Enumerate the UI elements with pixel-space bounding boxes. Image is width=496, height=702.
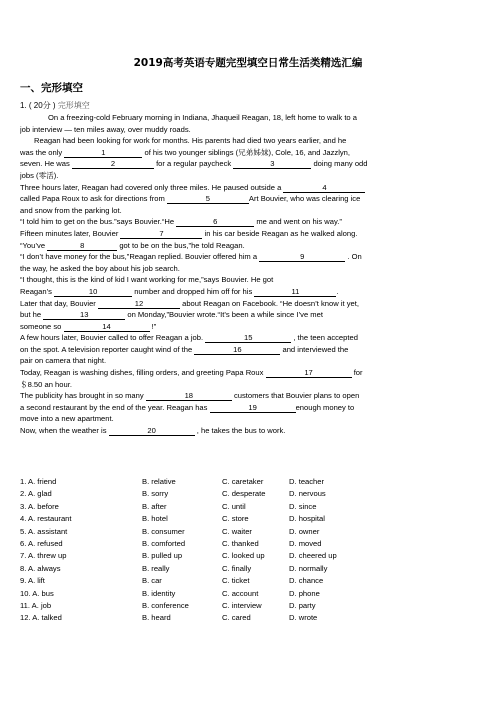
option-a[interactable]: 4. A. restaurant (20, 514, 72, 524)
passage-line: Reagan had been looking for work for months. His parents had died two years earlier, and he (34, 136, 347, 146)
question-score: ( 20分 ) (28, 101, 56, 110)
option-c[interactable]: C. waiter (222, 526, 252, 536)
option-row (20, 551, 480, 563)
option-row (20, 601, 480, 613)
blank-6[interactable]: 6 (176, 217, 254, 227)
option-c[interactable]: C. account (222, 588, 259, 598)
option-b[interactable]: B. comforted (142, 538, 186, 548)
passage-line: “You’ve 8 got to be on the bus,”he told Reagan. (20, 240, 245, 250)
blank-8[interactable]: 8 (47, 241, 117, 251)
blank-9[interactable]: 9 (259, 252, 345, 262)
blank-7[interactable]: 7 (120, 229, 202, 239)
option-d[interactable]: D. teacher (289, 477, 325, 486)
option-b[interactable]: B. identity (142, 588, 176, 598)
passage-line: Fifteen minutes later, Bouvier 7 in his car beside Reagan as he walked along. (20, 228, 358, 238)
option-d[interactable]: D. phone (289, 588, 320, 598)
question-type: 完形填空 (57, 101, 90, 110)
blank-1[interactable]: 1 (64, 148, 142, 158)
passage-line: a second restaurant by the end of the year. Reagan has 19 enough money to (20, 402, 355, 412)
passage-line: called Papa Roux to ask for directions from 5 Art Bouvier, who was clearing ice (20, 194, 361, 204)
option-c[interactable]: C. finally (222, 563, 252, 573)
blank-17[interactable]: 17 (266, 368, 352, 378)
option-d[interactable]: D. normally (289, 563, 328, 573)
option-b[interactable]: B. car (142, 576, 162, 586)
passage-line: “I told him to get on the bus.”says Bouvier.“He 6 me and went on his way.” (20, 217, 342, 227)
passage-line: someone so 14 !” (20, 321, 157, 331)
option-d[interactable]: D. moved (289, 538, 322, 548)
option-a[interactable]: 2. A. glad (20, 489, 52, 499)
passage-line: job interview — ten miles away, over muddy roads. (20, 124, 191, 134)
option-c[interactable]: C. looked up (222, 551, 265, 561)
option-row (20, 477, 480, 489)
passage-line: The publicity has brought in so many 18 customers that Bouvier plans to open (20, 391, 360, 401)
option-d[interactable]: D. party (289, 600, 316, 610)
option-a[interactable]: 6. A. refused (20, 538, 63, 548)
option-a[interactable]: 12. A. talked (20, 613, 62, 623)
section-heading: 一、完形填空 (20, 82, 83, 94)
question-number: 1. (20, 101, 27, 110)
blank-10[interactable]: 10 (54, 287, 132, 297)
blank-12[interactable]: 12 (98, 299, 180, 309)
option-d[interactable]: D. owner (289, 526, 320, 536)
option-d[interactable]: D. hospital (289, 514, 325, 524)
option-b[interactable]: B. hotel (142, 514, 168, 524)
passage-line: Later that day, Bouvier 12 about Reagan on Facebook. “He doesn’t know it yet, (20, 298, 359, 308)
option-b[interactable]: B. heard (142, 613, 171, 623)
option-row (20, 539, 480, 551)
blank-5[interactable]: 5 (167, 194, 249, 204)
option-row (20, 489, 480, 501)
option-d[interactable]: D. cheered up (289, 551, 337, 561)
option-d[interactable]: D. since (289, 501, 317, 511)
option-a[interactable]: 8. A. always (20, 563, 61, 573)
option-a[interactable]: 3. A. before (20, 501, 59, 511)
passage-line: Today, Reagan is washing dishes, filling orders, and greeting Papa Roux 17 for (20, 368, 363, 378)
option-c[interactable]: C. until (222, 501, 246, 511)
option-b[interactable]: B. really (142, 563, 170, 573)
option-c[interactable]: C. thanked (222, 538, 259, 548)
option-c[interactable]: C. caretaker (222, 477, 264, 486)
passage-line: but he 13 on Monday,”Bouvier wrote.“It’s been a while since I’ve met (20, 310, 323, 320)
passage-line: jobs (零活). (20, 170, 59, 180)
passage-line: A few hours later, Bouvier called to offer Reagan a job. 15 , the teen accepted (20, 333, 358, 343)
option-a[interactable]: 9. A. lift (20, 576, 45, 586)
option-row (20, 514, 480, 526)
blank-4[interactable]: 4 (283, 183, 365, 193)
blank-3[interactable]: 3 (233, 159, 311, 169)
option-a[interactable]: 10. A. bus (20, 588, 54, 598)
passage-line: and snow from the parking lot. (20, 205, 122, 215)
passage-line: seven. He was 2 for a regular paycheck 3 doing many odd (20, 159, 368, 169)
option-row (20, 564, 480, 576)
blank-14[interactable]: 14 (64, 322, 150, 332)
options-list (20, 477, 480, 626)
option-c[interactable]: C. cared (222, 613, 251, 623)
option-d[interactable]: D. nervous (289, 489, 326, 499)
option-c[interactable]: C. desperate (222, 489, 266, 499)
option-c[interactable]: C. interview (222, 600, 262, 610)
passage-line: pair on camera that night. (20, 356, 107, 366)
passage-line: Reagan’s 10 number and dropped him off for his 11 . (20, 286, 339, 296)
option-row (20, 527, 480, 539)
passage-line: on the spot. A television reporter caught wind of the 16 and interviewed the (20, 344, 349, 354)
question-header (20, 100, 90, 111)
blank-20[interactable]: 20 (109, 426, 195, 436)
passage-line: On a freezing-cold February morning in Indiana, Jhaqueil Reagan, 18, left home to walk to a (48, 113, 357, 122)
passage-line: move into a new apartment. (20, 414, 114, 424)
option-row (20, 576, 480, 588)
blank-11[interactable]: 11 (254, 287, 336, 297)
blank-2[interactable]: 2 (72, 159, 154, 169)
option-b[interactable]: B. consumer (142, 526, 185, 536)
option-b[interactable]: B. relative (142, 477, 176, 486)
option-a[interactable]: 11. A. job (20, 600, 52, 610)
passage-line: “I don’t have money for the bus,”Reagan replied. Bouvier offered him a 9 . On (20, 252, 362, 262)
passage-line: Three hours later, Reagan had covered only three miles. He paused outside a 4 (20, 182, 480, 194)
option-d[interactable]: D. chance (289, 576, 324, 586)
option-row (20, 613, 480, 625)
option-a[interactable]: 7. A. threw up (20, 551, 67, 561)
passage-line: ＄8.50 an hour. (20, 379, 72, 389)
passage-line: Now, when the weather is 20 , he takes the bus to work. (20, 426, 286, 436)
option-a[interactable]: 1. A. friend (20, 477, 57, 486)
blank-19[interactable]: 19 (210, 403, 296, 413)
blank-13[interactable]: 13 (43, 310, 125, 320)
option-row (20, 589, 480, 601)
option-row (20, 502, 480, 514)
option-a[interactable]: 5. A. assistant (20, 526, 68, 536)
document-title: 2019高考英语专题完型填空日常生活类精选汇编 (133, 57, 363, 69)
option-b[interactable]: B. after (142, 501, 167, 511)
passage-line: the way, he asked the boy about his job search. (20, 263, 180, 273)
blank-18[interactable]: 18 (146, 391, 232, 401)
blank-16[interactable]: 16 (194, 345, 280, 355)
option-b[interactable]: B. conference (142, 600, 189, 610)
passage-line: was the only 1 of his two younger siblings (兄弟姊妹), Cole, 16, and Jazzlyn, (20, 147, 351, 157)
option-b[interactable]: B. pulled up (142, 551, 183, 561)
blank-15[interactable]: 15 (205, 333, 291, 343)
passage (20, 112, 480, 437)
option-c[interactable]: C. store (222, 514, 249, 524)
option-d[interactable]: D. wrote (289, 613, 318, 623)
option-c[interactable]: C. ticket (222, 576, 250, 586)
passage-line: “I thought, this is the kind of kid I want working for me,”says Bouvier. He got (20, 275, 274, 285)
option-b[interactable]: B. sorry (142, 489, 169, 499)
